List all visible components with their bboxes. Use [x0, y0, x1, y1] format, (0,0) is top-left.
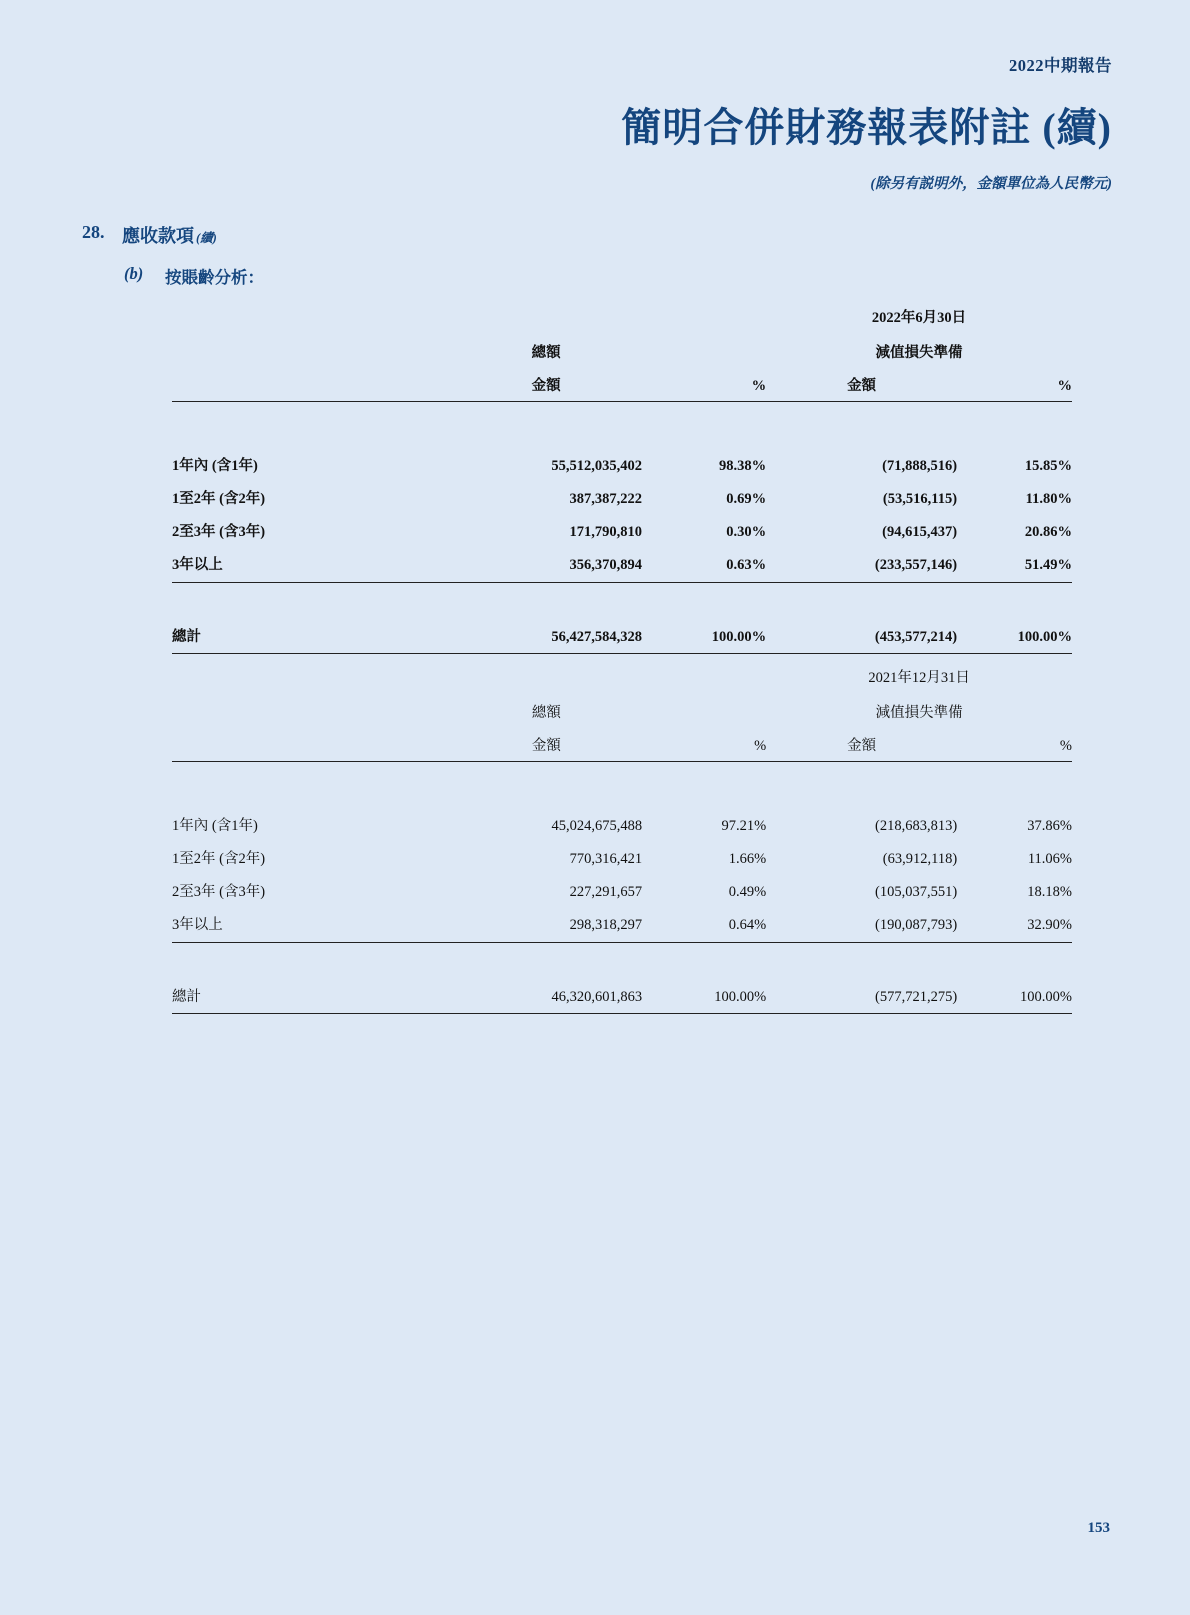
table-row — [172, 808, 1072, 841]
column-group-impairment: 減值損失準備 — [875, 705, 963, 721]
row-label: 1至2年 (含2年) — [172, 491, 266, 507]
running-head: 2022中期報告 — [1009, 56, 1112, 75]
row-impairment-percent: 32.90% — [957, 907, 1072, 943]
row-impairment-percent: 11.80% — [1025, 491, 1072, 507]
total-gross-percent: 100.00% — [642, 619, 766, 654]
column-percent-gross: % — [751, 378, 767, 394]
row-label: 3年以上 — [172, 907, 451, 943]
row-gross-percent: 0.63% — [642, 547, 766, 583]
row-impairment-amount: (71,888,516) — [882, 458, 958, 474]
total-label: 總計 — [172, 619, 450, 654]
total-impairment-amount: (453,577,214) — [766, 619, 957, 654]
row-gross-percent: 0.49% — [728, 884, 767, 900]
row-label: 1年內 (含1年) — [172, 458, 258, 474]
column-group-gross: 總額 — [531, 345, 561, 361]
table-date-header: 2021年12月31日 — [868, 670, 970, 686]
table-head-spacer — [172, 762, 1072, 809]
table-header-subcolumn-row — [172, 374, 1072, 401]
row-gross-amount: 227,291,657 — [569, 884, 643, 900]
row-impairment-percent: 18.18% — [1027, 884, 1072, 900]
column-percent-gross: % — [754, 738, 767, 754]
row-gross-amount: 356,370,894 — [450, 547, 642, 583]
page-title: 簡明合併財務報表附註 (續) — [621, 105, 1112, 150]
row-label: 2至3年 (含3年) — [172, 524, 266, 540]
table-header-group-row — [172, 701, 1072, 734]
row-label: 1至2年 (含2年) — [172, 851, 266, 867]
table-total-row — [172, 619, 1072, 654]
table-row — [172, 874, 1072, 907]
table-row — [172, 514, 1072, 547]
row-gross-percent: 97.21% — [721, 818, 767, 834]
row-impairment-amount: (94,615,437) — [882, 524, 958, 540]
note-title — [122, 222, 217, 248]
subsection-title: 按賬齡分析： — [165, 268, 264, 287]
total-impairment-percent: 100.00% — [957, 619, 1072, 654]
row-gross-amount: 298,318,297 — [451, 907, 643, 943]
row-impairment-percent: 11.06% — [1027, 851, 1072, 867]
total-gross-percent: 100.00% — [642, 979, 766, 1014]
row-impairment-percent: 37.86% — [1027, 818, 1072, 834]
aging-table-2021 — [172, 666, 1072, 1014]
row-impairment-amount: (63,912,118) — [882, 851, 958, 867]
row-label: 2至3年 (含3年) — [172, 884, 266, 900]
row-impairment-amount: (233,557,146) — [766, 547, 957, 583]
table-row — [172, 547, 1072, 583]
row-impairment-amount: (105,037,551) — [875, 884, 958, 900]
table-total-row — [172, 979, 1072, 1014]
total-gross-amount: 46,320,601,863 — [451, 979, 643, 1014]
row-gross-percent: 1.66% — [728, 851, 767, 867]
table-header-subcolumn-row — [172, 734, 1072, 761]
row-gross-amount: 171,790,810 — [569, 524, 642, 540]
aging-table-2022 — [172, 306, 1072, 654]
column-amount-impairment: 金額 — [847, 378, 877, 394]
table-row — [172, 841, 1072, 874]
table-header-date-row — [172, 306, 1072, 341]
column-percent-impairment: % — [1059, 738, 1072, 754]
note-number: 28. — [82, 222, 105, 242]
note-title-text: 應收款項 — [122, 226, 194, 246]
total-label: 總計 — [172, 979, 451, 1014]
row-gross-percent: 0.64% — [642, 907, 766, 943]
row-gross-amount: 387,387,222 — [569, 491, 642, 507]
total-impairment-amount: (577,721,275) — [766, 979, 957, 1014]
row-impairment-amount: (218,683,813) — [875, 818, 958, 834]
row-gross-percent: 98.38% — [718, 458, 767, 474]
table-total-spacer — [172, 583, 1072, 620]
row-impairment-percent: 51.49% — [957, 547, 1072, 583]
row-gross-amount: 45,024,675,488 — [551, 818, 643, 834]
total-gross-amount: 56,427,584,328 — [450, 619, 642, 654]
row-label: 1年內 (含1年) — [172, 818, 258, 834]
table-row — [172, 481, 1072, 514]
column-percent-impairment: % — [1057, 378, 1072, 394]
column-group-impairment: 減值損失準備 — [875, 345, 963, 361]
table-row — [172, 907, 1072, 943]
row-gross-percent: 0.30% — [726, 524, 767, 540]
column-amount-gross: 金額 — [531, 378, 561, 394]
currency-note: (除另有説明外，金額單位為人民幣元) — [870, 176, 1112, 192]
row-impairment-percent: 15.85% — [1024, 458, 1072, 474]
row-gross-amount: 770,316,421 — [569, 851, 643, 867]
subsection-label: (b) — [124, 264, 144, 283]
row-impairment-amount: (53,516,115) — [882, 491, 958, 507]
table-date-header: 2022年6月30日 — [871, 310, 967, 326]
page-number: 153 — [1087, 1520, 1110, 1536]
row-label: 3年以上 — [172, 547, 450, 583]
table-header-date-row — [172, 666, 1072, 701]
row-impairment-percent: 20.86% — [1024, 524, 1072, 540]
column-amount-impairment: 金額 — [847, 738, 877, 754]
table-head-spacer — [172, 402, 1072, 449]
row-gross-percent: 0.69% — [726, 491, 767, 507]
total-impairment-percent: 100.00% — [957, 979, 1072, 1014]
column-group-gross: 總額 — [531, 705, 561, 721]
table-row — [172, 448, 1072, 481]
note-continued-marker: (續) — [196, 231, 217, 245]
column-amount-gross: 金額 — [531, 738, 561, 754]
table-header-group-row — [172, 341, 1072, 374]
table-total-spacer — [172, 943, 1072, 980]
row-gross-amount: 55,512,035,402 — [551, 458, 642, 474]
row-impairment-amount: (190,087,793) — [766, 907, 957, 943]
